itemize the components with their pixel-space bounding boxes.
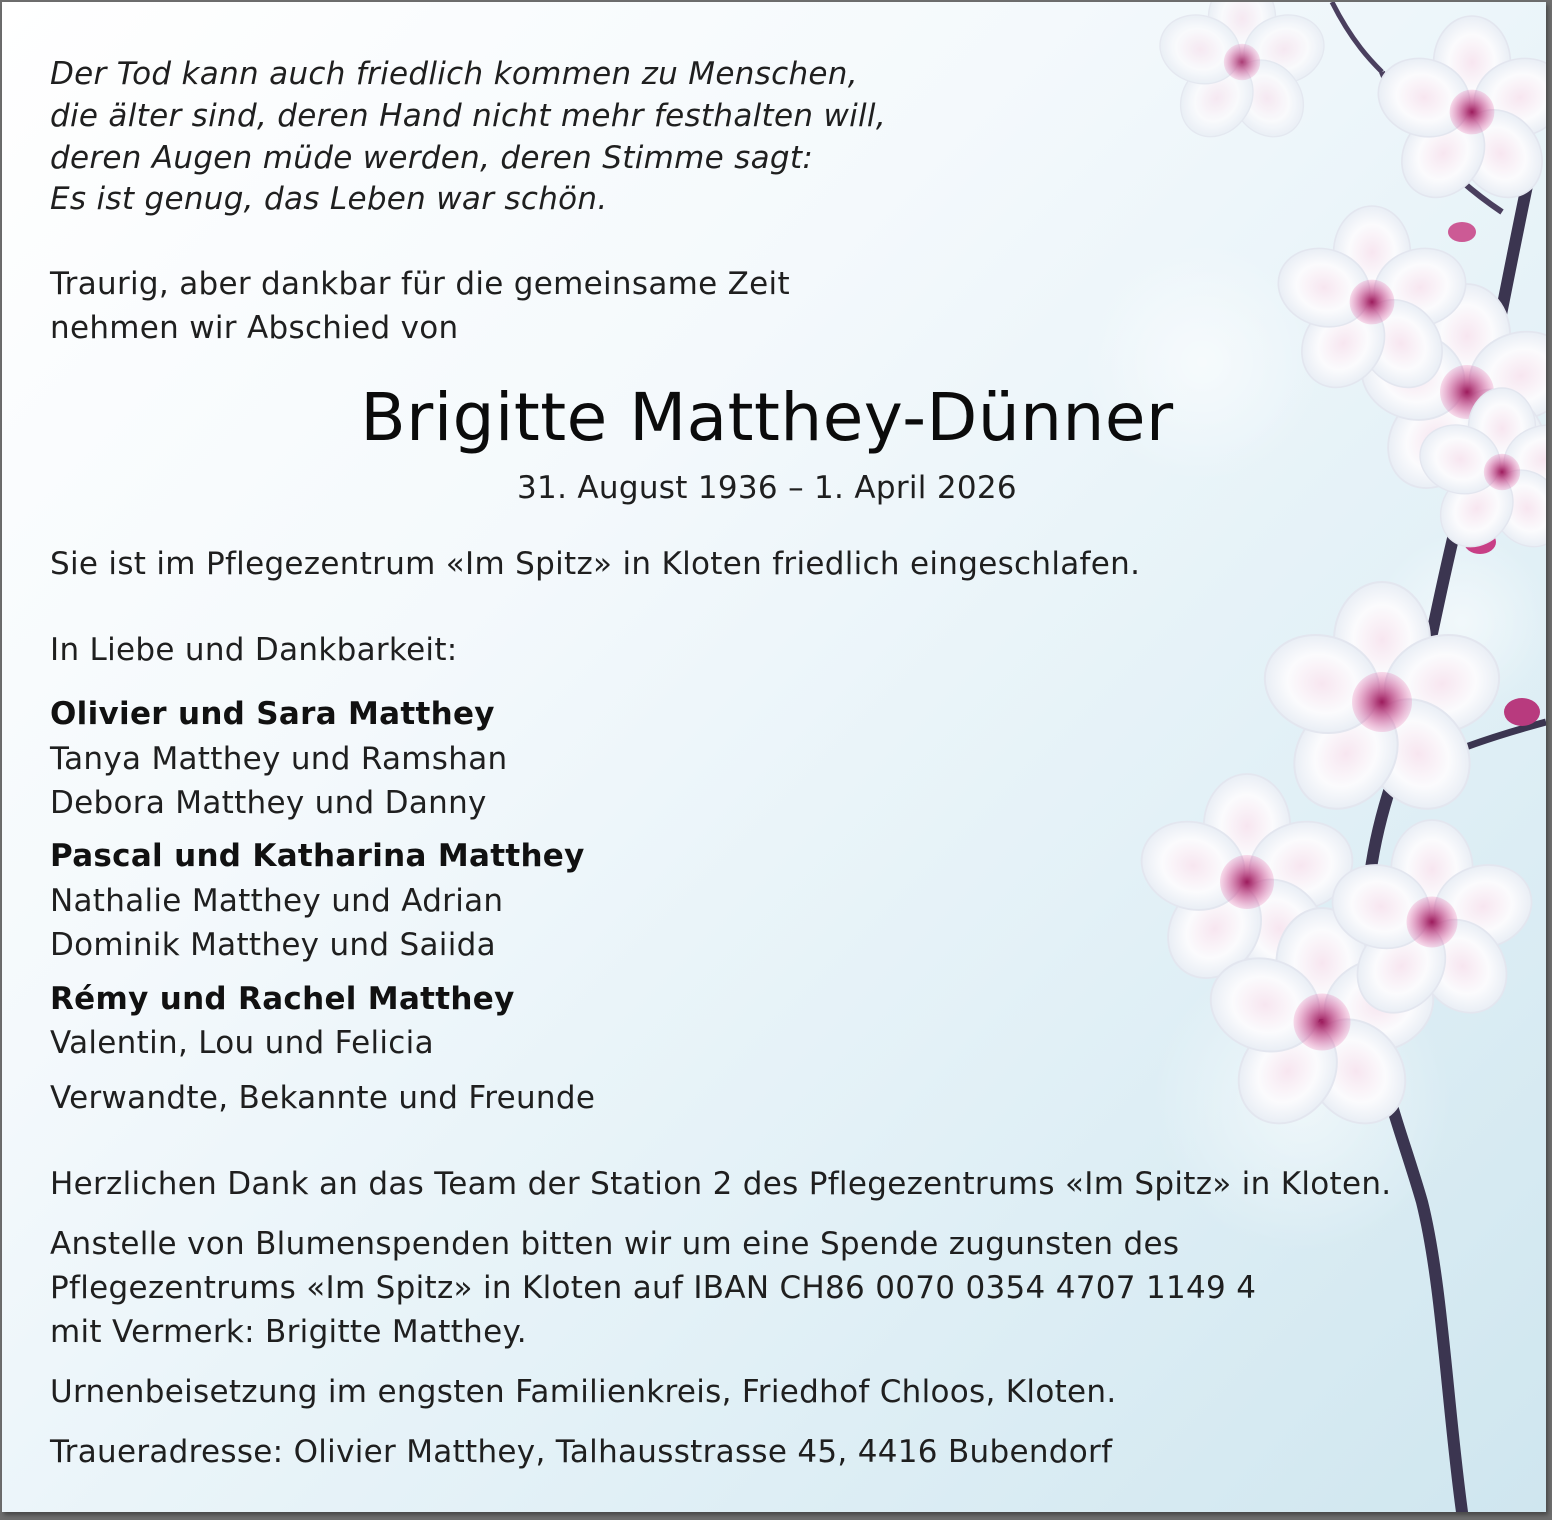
family-member: Valentin, Lou und Felicia (50, 1025, 434, 1061)
family-head: Pascal und Katharina Matthey (50, 838, 585, 874)
life-dates: 31. August 1936 – 1. April 2026 (517, 470, 1017, 506)
donation-line: Anstelle von Blumenspenden bitten wir um eine Spende zugunsten des (50, 1226, 1180, 1262)
relatives-line: Verwandte, Bekannte und Freunde (50, 1080, 596, 1116)
donation-line: mit Vermerk: Brigitte Matthey. (50, 1314, 527, 1350)
family-head: Rémy und Rachel Matthey (50, 981, 515, 1017)
passing-note: Sie ist im Pflegezentrum «Im Spitz» in Kloten friedlich eingeschlafen. (50, 546, 1141, 582)
intro-line: nehmen wir Abschied von (50, 310, 459, 346)
family-member: Nathalie Matthey und Adrian (50, 883, 504, 919)
intro-line: Traurig, aber dankbar für die gemeinsame Zeit (50, 266, 790, 302)
poem-line: Es ist genug, das Leben war schön. (50, 181, 608, 217)
family-member: Debora Matthey und Danny (50, 785, 487, 821)
poem-line: deren Augen müde werden, deren Stimme sagt: (50, 140, 814, 176)
thanks-note: Herzlichen Dank an das Team der Station 2 des Pflegezentrums «Im Spitz» in Kloten. (50, 1166, 1392, 1202)
poem-line: Der Tod kann auch friedlich kommen zu Menschen, (50, 56, 858, 92)
donation-line: Pflegezentrums «Im Spitz» in Kloten auf IBAN CH86 0070 0354 4707 1149 4 (50, 1270, 1257, 1306)
family-member: Tanya Matthey und Ramshan (50, 741, 508, 777)
family-member: Dominik Matthey und Saiida (50, 927, 496, 963)
family-head: Olivier und Sara Matthey (50, 696, 495, 732)
poem-line: die älter sind, deren Hand nicht mehr festhalten will, (50, 98, 887, 134)
deceased-name: Brigitte Matthey-Dünner (360, 379, 1174, 456)
mourning-address: Traueradresse: Olivier Matthey, Talhausstrasse 45, 4416 Bubendorf (50, 1434, 1113, 1470)
burial-note: Urnenbeisetzung im engsten Familienkreis, Friedhof Chloos, Kloten. (50, 1374, 1117, 1410)
obituary-card (2, 2, 1546, 1512)
mourners-heading: In Liebe und Dankbarkeit: (50, 632, 458, 668)
